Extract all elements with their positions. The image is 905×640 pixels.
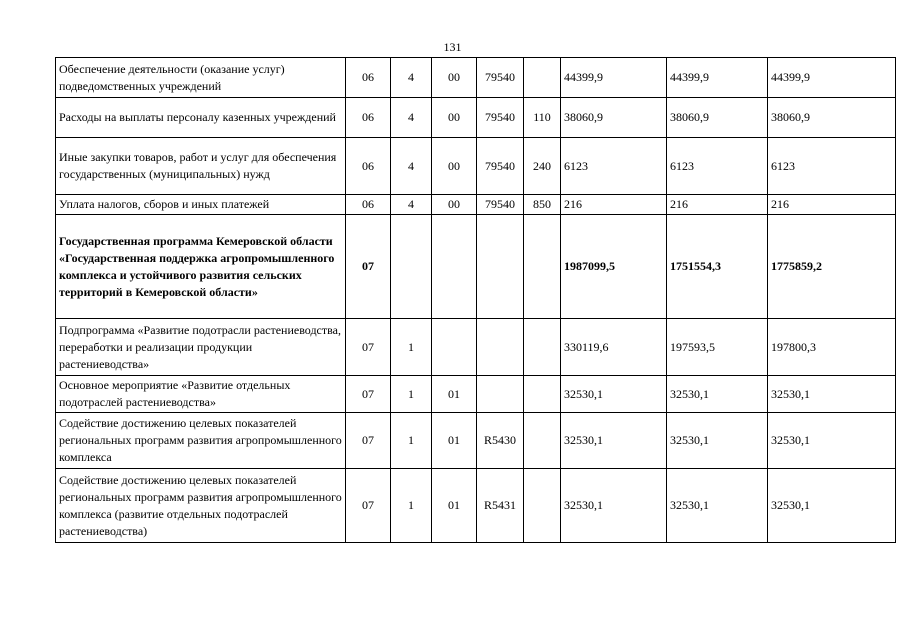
row-year3-value: 38060,9: [768, 98, 896, 138]
row-subprogram: 00: [432, 58, 477, 98]
row-target-item: 79540: [477, 195, 524, 215]
table-row-program: [56, 215, 896, 319]
row-year1-value: 32530,1: [561, 469, 667, 543]
row-subprogram: 00: [432, 138, 477, 195]
table-row: [56, 98, 896, 138]
row-target-item: [477, 319, 524, 376]
row-expense-type: 850: [524, 195, 561, 215]
row-year2-value: 32530,1: [667, 413, 768, 469]
budget-table-container: [55, 57, 895, 543]
row-year2-value: 38060,9: [667, 98, 768, 138]
row-year1-value: 44399,9: [561, 58, 667, 98]
row-year1-value: 32530,1: [561, 376, 667, 413]
row-name: Основное мероприятие «Развитие отдельных подотраслей растениеводства»: [56, 376, 346, 413]
row-year2-value: 6123: [667, 138, 768, 195]
row-expense-type: [524, 413, 561, 469]
row-subprogram: 01: [432, 469, 477, 543]
row-subsection: 1: [391, 319, 432, 376]
row-subprogram: 01: [432, 376, 477, 413]
row-name: Подпрограмма «Развитие подотрасли растениеводства, переработки и реализации продукции растениеводства»: [56, 319, 346, 376]
row-subprogram: 01: [432, 413, 477, 469]
page-number: 131: [443, 40, 462, 54]
table-row: [56, 376, 896, 413]
row-year3-value: 6123: [768, 138, 896, 195]
row-expense-type: [524, 469, 561, 543]
row-year3-value: 32530,1: [768, 413, 896, 469]
table-row: [56, 58, 896, 98]
row-section: 07: [346, 376, 391, 413]
row-year1-value: 38060,9: [561, 98, 667, 138]
row-name: Содействие достижению целевых показателей региональных программ развития агропромышленного комплекса (развитие отдельных подотраслей растениеводства): [56, 469, 346, 543]
row-name: Содействие достижению целевых показателей региональных программ развития агропромышленного комплекса: [56, 413, 346, 469]
row-subsection: 4: [391, 98, 432, 138]
row-subprogram: [432, 215, 477, 319]
row-subprogram: 00: [432, 98, 477, 138]
row-target-item: 79540: [477, 138, 524, 195]
row-subprogram: [432, 319, 477, 376]
row-year3-value: 1775859,2: [768, 215, 896, 319]
row-year3-value: 32530,1: [768, 469, 896, 543]
row-year1-value: 1987099,5: [561, 215, 667, 319]
row-section: 07: [346, 215, 391, 319]
row-subsection: 4: [391, 58, 432, 98]
row-subsection: 4: [391, 138, 432, 195]
row-section: 06: [346, 98, 391, 138]
row-name: Иные закупки товаров, работ и услуг для обеспечения государственных (муниципальных) нужд: [56, 138, 346, 195]
row-section: 06: [346, 195, 391, 215]
row-year2-value: 32530,1: [667, 469, 768, 543]
row-subprogram: 00: [432, 195, 477, 215]
row-year2-value: 32530,1: [667, 376, 768, 413]
table-row: [56, 319, 896, 376]
row-section: 06: [346, 58, 391, 98]
budget-table: [55, 57, 896, 543]
row-target-item: R5430: [477, 413, 524, 469]
row-year1-value: 6123: [561, 138, 667, 195]
row-section: 07: [346, 413, 391, 469]
row-name: Обеспечение деятельности (оказание услуг) подведомственных учреждений: [56, 58, 346, 98]
row-year1-value: 216: [561, 195, 667, 215]
row-year2-value: 197593,5: [667, 319, 768, 376]
row-name: Уплата налогов, сборов и иных платежей: [56, 195, 346, 215]
row-year1-value: 330119,6: [561, 319, 667, 376]
row-target-item: [477, 376, 524, 413]
row-subsection: 1: [391, 413, 432, 469]
table-row: [56, 195, 896, 215]
row-subsection: 1: [391, 469, 432, 543]
row-name: Расходы на выплаты персоналу казенных учреждений: [56, 98, 346, 138]
row-expense-type: [524, 215, 561, 319]
table-row: [56, 469, 896, 543]
row-expense-type: 240: [524, 138, 561, 195]
row-expense-type: [524, 319, 561, 376]
row-year1-value: 32530,1: [561, 413, 667, 469]
row-year3-value: 197800,3: [768, 319, 896, 376]
row-expense-type: 110: [524, 98, 561, 138]
row-name: Государственная программа Кемеровской области «Государственная поддержка агропромышленного комплекса и устойчивого развития сельских территорий в Кемеровской области»: [56, 215, 346, 319]
row-subsection: [391, 215, 432, 319]
row-target-item: 79540: [477, 98, 524, 138]
row-year2-value: 216: [667, 195, 768, 215]
row-target-item: R5431: [477, 469, 524, 543]
row-expense-type: [524, 376, 561, 413]
table-row: [56, 138, 896, 195]
row-year2-value: 44399,9: [667, 58, 768, 98]
row-year3-value: 44399,9: [768, 58, 896, 98]
row-subsection: 1: [391, 376, 432, 413]
row-section: 06: [346, 138, 391, 195]
row-target-item: [477, 215, 524, 319]
table-row: [56, 413, 896, 469]
row-section: 07: [346, 469, 391, 543]
row-target-item: 79540: [477, 58, 524, 98]
row-expense-type: [524, 58, 561, 98]
row-subsection: 4: [391, 195, 432, 215]
row-year3-value: 32530,1: [768, 376, 896, 413]
row-section: 07: [346, 319, 391, 376]
row-year2-value: 1751554,3: [667, 215, 768, 319]
row-year3-value: 216: [768, 195, 896, 215]
